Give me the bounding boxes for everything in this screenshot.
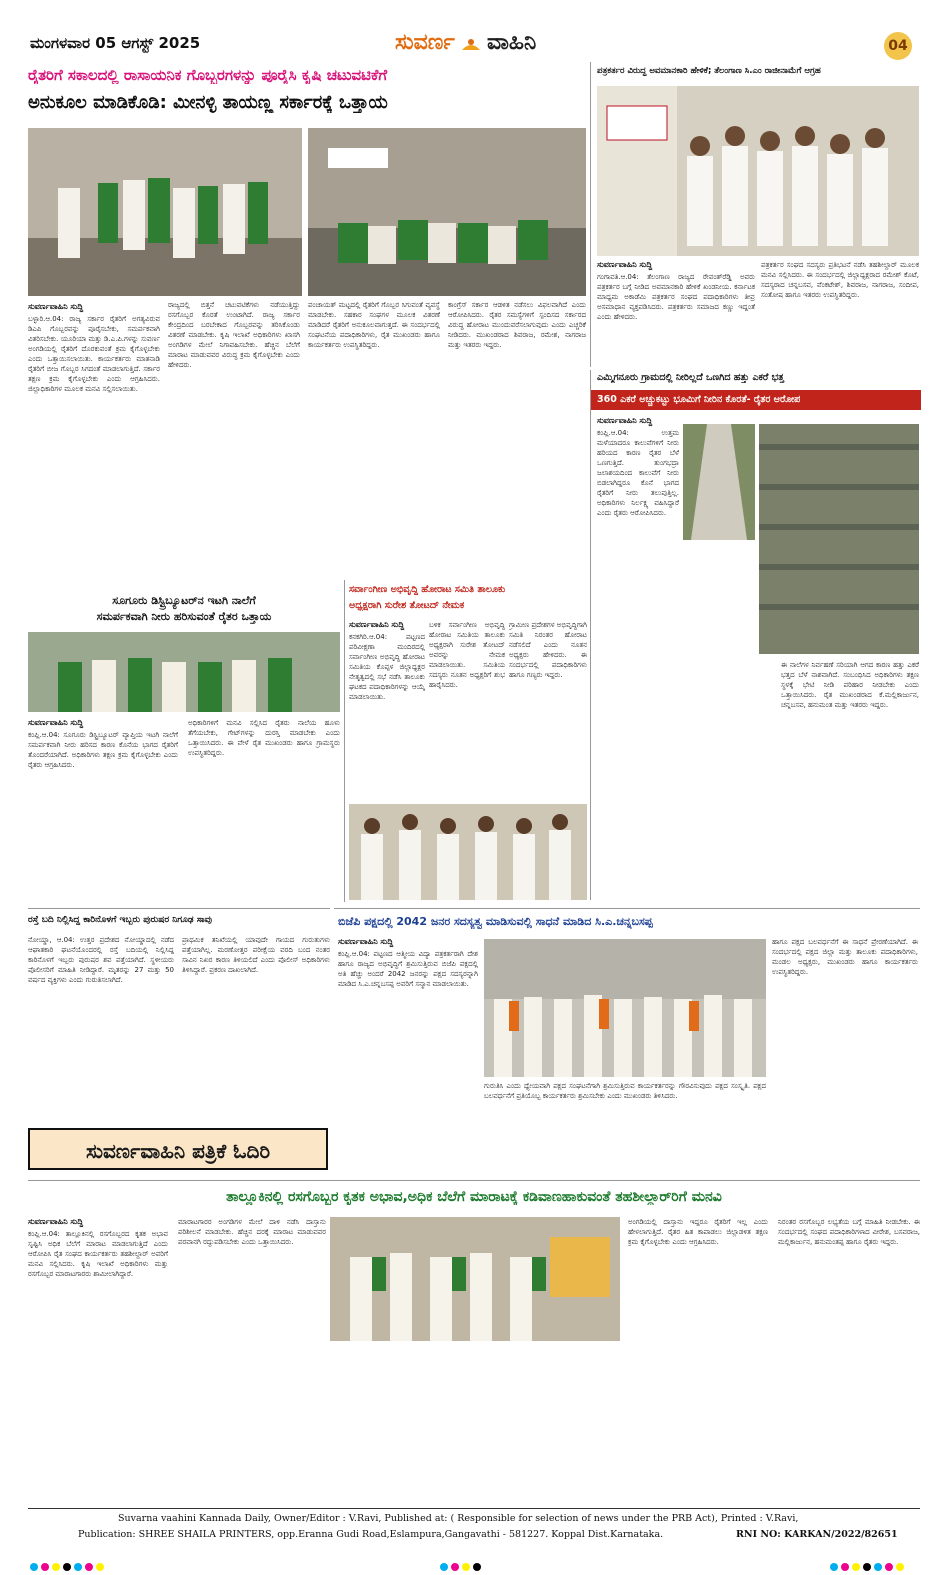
dateline: ಸುವರ್ಣವಾಹಿನಿ ಸುದ್ದಿ (338, 937, 394, 946)
canal-photo (683, 424, 755, 540)
dateline: ಸುವರ್ಣವಾಹಿನಿ ಸುದ್ದಿ (28, 718, 84, 727)
article-dry-paddy (590, 370, 920, 900)
headline: ಪತ್ರಕರ್ತರ ವಿರುದ್ಧ ಅವಮಾನಕಾರಿ ಹೇಳಿಕೆ; ತೆಲಂಗಾಣ ಸಿ.ಎಂ ರಾಜೀನಾಮೆಗೆ ಆಗ್ರಹ (597, 66, 821, 76)
article7-col1: ಕಂಪ್ಲಿ.ಆ.04: ಪಟ್ಟಣದ ಆತ್ಮೀಯ ವಿದ್ಯಾ ಪತ್ರಕರ್ತರಾಗಿ ದೇಶ ಹಾಗೂ ರಾಜ್ಯದ ಅಭಿವೃದ್ಧಿಗೆ ಶ್ರಮಿಸುತ್ತಿರುವ ಬಿಜೆಪಿ ಪಕ್ಷದಲ್ಲಿ ಅತಿ ಹೆಚ್ಚು ಅಂದರೆ 2042 ಜನರನ್ನು ಪಕ್ಷದ ಸದಸ್ಯರನ್ನಾಗಿ ಮಾಡಿದ ಸಿ.ಎ.ಚನ್ನಬಸಪ್ಪ ಅವರಿಗೆ ಸನ್ಮಾನ ಮಾಡಲಾಯಿತು. (338, 950, 478, 988)
farmers-photo (28, 632, 340, 712)
article-fertilizer-shortage-memo (28, 1180, 920, 1480)
article8-col1: ಕಂಪ್ಲಿ.ಆ.04: ತಾಲ್ಲೂಕಿನಲ್ಲಿ ರಸಗೊಬ್ಬರದ ಕೃತಕ ಅಭಾವ ಸೃಷ್ಟಿಸಿ ಅಧಿಕ ಬೆಲೆಗೆ ಮಾರಾಟ ಮಾಡಲಾಗುತ್ತಿದೆ ಎಂದು ಆರೋಪಿಸಿ ರೈತ ಸಂಘದ ಕಾರ್ಯಕರ್ತರು ತಹಶೀಲ್ದಾರ್ ಅವರಿಗೆ ಮನವಿ ಸಲ್ಲಿಸಿದರು. ಕೃಷಿ ಇಲಾಖೆ ಅಧಿಕಾರಿಗಳು ಮತ್ತು ರಸಗೊಬ್ಬರ ಮಾರಾಟಗಾರರು ಶಾಮೀಲಾಗಿದ್ದಾರೆ. (28, 1230, 168, 1278)
headline-line2: ಸಮರ್ಪಕವಾಗಿ ನೀರು ಹರಿಸುವಂತೆ ರೈತರ ಒತ್ತಾಯ (96, 610, 272, 623)
headline-line1: ಸೂಗೂರು ಡಿಸ್ಟ್ರಿಬ್ಯೂಟರ್‌ನ ಇಟಗಿ ನಾಲೆಗೆ (112, 594, 256, 607)
committee-photo (349, 804, 587, 900)
article3-col2: ಈ ನಾಲೆಗಳ ನಿರ್ವಹಣೆ ಸರಿಯಾಗಿ ಆಗದ ಕಾರಣ ಹತ್ತು ಎಕರೆ ಭತ್ತದ ಬೆಳೆ ನಾಶವಾಗಿದೆ. ಸಂಬಂಧಿಸಿದ ಅಧಿಕಾರಿಗಳು ತಕ್ಷಣ ಸ್ಥಳಕ್ಕೆ ಭೇಟಿ ನೀಡಿ ಪರಿಹಾರ ನೀಡಬೇಕು ಎಂದು ಒತ್ತಾಯಿಸಿದರು. ರೈತ ಮುಖಂಡರಾದ ಕೆ.ಮಲ್ಲಿಕಾರ್ಜುನ, ಚನ್ನಬಸವ, ಹನುಮಂತ ಮತ್ತು ಇತರರು ಇದ್ದರು. (781, 661, 919, 709)
article1-col1: ಬಳ್ಳಾರಿ.ಆ.04: ರಾಜ್ಯ ಸರ್ಕಾರ ರೈತರಿಗೆ ಅಗತ್ಯವಿರುವ ಡಿಎಪಿ ಗೊಬ್ಬರವನ್ನು ಪೂರೈಸಬೇಕು, ಸಮರ್ಪಕವಾಗಿ ವಿತರಿಸಬೇಕು. ಯೂರಿಯಾ ಮತ್ತು ಡಿ.ಎ.ಪಿ.ಗಳನ್ನು ಸುವರ್ಣ ಅಂಗಡಿಯಲ್ಲಿ ರೈತರಿಗೆ ದೊರಕುವಂತೆ ಕ್ರಮ ಕೈಗೊಳ್ಳಬೇಕು ಎಂದು ಒತ್ತಾಯಿಸಲಾಯಿತು. ಕಾರ್ಯಕರ್ತರು ಮಾತನಾಡಿ ರೈತರಿಗೆ ಬೀಜ ಗೊಬ್ಬರ ಸಿಗದಂತೆ ಮಾಡಲಾಗುತ್ತಿದೆ. ಸರ್ಕಾರ ತಕ್ಷಣ ಕ್ರಮ ಕೈಗೊಳ್ಳಬೇಕು ಎಂದು ಆಗ್ರಹಿಸಿದರು. ಜಿಲ್ಲಾಧಿಕಾರಿಗಳ ಮೂಲಕ ಮನವಿ ಸಲ್ಲಿಸಲಾಯಿತು. (28, 315, 160, 393)
issue-date: ಮಂಗಳವಾರ 05 ಆಗಸ್ಟ್ 2025 (30, 34, 201, 52)
dateline: ಸುವರ್ಣವಾಹಿನಿ ಸುದ್ದಿ (349, 620, 405, 629)
protest-photo-right (308, 128, 586, 296)
article-bjp-membership (334, 908, 920, 1174)
promo-text: ಸುವರ್ಣವಾಹಿನಿ ಪತ್ರಿಕೆ ಓದಿರಿ (85, 1139, 271, 1163)
article7-col3: ಹಾಗೂ ಪಕ್ಷದ ಬಲವರ್ಧನೆಗೆ ಈ ಸಾಧನೆ ಪ್ರೇರಣೆಯಾಗಿದೆ. ಈ ಸಂದರ್ಭದಲ್ಲಿ ಪಕ್ಷದ ಜಿಲ್ಲಾ ಮತ್ತು ತಾಲೂಕು ಪದಾಧಿಕಾರಿಗಳು, ಮಂಡಲ ಅಧ್ಯಕ್ಷರು, ಮುಖಂಡರು ಹಾಗೂ ಕಾರ್ಯಕರ್ತರು ಉಪಸ್ಥಿತರಿದ್ದರು. (772, 938, 918, 976)
article8-col2: ಮಾರಾಟಗಾರರ ಅಂಗಡಿಗಳ ಮೇಲೆ ದಾಳಿ ನಡೆಸಿ ದಾಸ್ತಾನು ಪರಿಶೀಲನೆ ಮಾಡಬೇಕು. ಹೆಚ್ಚಿನ ದರಕ್ಕೆ ಮಾರಾಟ ಮಾಡುವವರ ಪರವಾನಗಿ ರದ್ದುಪಡಿಸಬೇಕು ಎಂದು ಒತ್ತಾಯಿಸಿದರು. (178, 1218, 326, 1246)
bjp-group-photo (484, 939, 766, 1077)
brand-right: ವಾಹಿನಿ (486, 30, 537, 55)
headline-line1: ಎಮ್ಮಿಗನೂರು ಗ್ರಾಮದಲ್ಲಿ ನೀರಿಲ್ಲದೆ ಒಣಗಿದ ಹತ್ತು ಎಕರೆ ಭತ್ತ (597, 372, 784, 383)
dateline: ಸುವರ್ಣವಾಹಿನಿ ಸುದ್ದಿ (597, 260, 653, 269)
masthead (0, 0, 945, 62)
article1-col4: ಕಾಂಗ್ರೆಸ್ ಸರ್ಕಾರ ಆಡಳಿತ ನಡೆಸಲು ವಿಫಲವಾಗಿದೆ ಎಂದು ಆರೋಪಿಸಿದರು. ರೈತರ ಸಮಸ್ಯೆಗಳಿಗೆ ಸ್ಪಂದಿಸದ ಸರ್ಕಾರದ ವಿರುದ್ಧ ಹೋರಾಟ ಮುಂದುವರೆಸಲಾಗುವುದು ಎಂದು ಎಚ್ಚರಿಕೆ ನೀಡಿದರು. ಮುಖಂಡರಾದ ಶಿವರಾಜ, ರಮೇಶ, ನಾಗರಾಜ ಮತ್ತು ಇತರರು ಇದ್ದರು. (448, 301, 586, 349)
dateline: ಸುವರ್ಣವಾಹಿನಿ ಸುದ್ದಿ (28, 1217, 84, 1226)
article-development-committee (344, 580, 588, 902)
headline-line2: ಅಧ್ಯಕ್ಷರಾಗಿ ಸುರೇಶ ತೋಟದ್ ನೇಮಕ (349, 600, 465, 611)
headline: ತಾಲ್ಲೂಕಿನಲ್ಲಿ ರಸಗೊಬ್ಬರ ಕೃತಕ ಅಭಾವ,ಅಧಿಕ ಬೆಲೆಗೆ ಮಾರಾಟಕ್ಕೆ ಕಡಿವಾಣಹಾಕುವಂತೆ ತಹಶೀಲ್ದಾರ್‌ರಿಗೆ ಮನವಿ (226, 1189, 722, 1205)
imprint-line2: Publication: SHREE SHAILA PRINTERS, opp.Eranna Gudi Road,Eslampura,Gangavathi - 581227. Koppal Dist.Karnataka. (78, 1529, 664, 1540)
headline-line2: 360 ಎಕರೆ ಅಚ್ಚುಕಟ್ಟು ಭೂಮಿಗೆ ನೀರಿನ ಕೊರತೆ- ರೈತರ ಆರೋಪ (591, 390, 921, 410)
registration-marks-center (440, 1556, 484, 1575)
headline-line1: ಸರ್ವಾಂಗೀಣ ಅಭಿವೃದ್ಧಿ ಹೋರಾಟ ಸಮಿತಿ ತಾಲೂಕು (349, 584, 506, 595)
article5-col2: ಬಳಿಕ ಸರ್ವಾಂಗೀಣ ಅಭಿವೃದ್ಧಿ ಹೋರಾಟ ಸಮಿತಿಯ ತಾಲೂಕು ಅಧ್ಯಕ್ಷರಾಗಿ ಸುರೇಶ ತೋಟದ್ ಅವರನ್ನು ನೇಮಕ ಮಾಡಲಾಯಿತು. ಸಮಿತಿಯ ಸದಸ್ಯರು ನೂತನ ಅಧ್ಯಕ್ಷರಿಗೆ ಶುಭ ಹಾರೈಸಿದರು. (429, 621, 505, 689)
imprint-line1: Suvarna vaahini Kannada Daily, Owner/Editor : V.Ravi, Published at: ( Responsible for selection of news under the PRB Act), Printed : V.Ravi, (118, 1513, 799, 1524)
protest-photo-left (28, 128, 302, 296)
article5-col3: ಗ್ರಾಮೀಣ ಪ್ರದೇಶಗಳ ಅಭಿವೃದ್ಧಿಗಾಗಿ ಸಮಿತಿ ನಿರಂತರ ಹೋರಾಟ ನಡೆಸಲಿದೆ ಎಂದು ನೂತನ ಅಧ್ಯಕ್ಷರು ಹೇಳಿದರು. ಈ ಸಂದರ್ಭದಲ್ಲಿ ಪದಾಧಿಕಾರಿಗಳು ಹಾಗೂ ಗಣ್ಯರು ಇದ್ದರು. (509, 621, 587, 679)
article-fertilizer-supply (28, 62, 586, 412)
article6-col2: ಪ್ರಾಥಮಿಕ ತನಿಖೆಯಲ್ಲಿ ಯಾವುದೇ ಗಾಯದ ಗುರುತುಗಳು ಪತ್ತೆಯಾಗಿಲ್ಲ. ಮರಣೋತ್ತರ ಪರೀಕ್ಷೆಯ ವರದಿ ಬಂದ ನಂತರ ಸಾವಿನ ನಿಖರ ಕಾರಣ ತಿಳಿಯಲಿದೆ ಎಂದು ಪೊಲೀಸ್ ಅಧಿಕಾರಿಗಳು ತಿಳಿಸಿದ್ದಾರೆ. ಪ್ರಕರಣ ದಾಖಲಾಗಿದೆ. (182, 936, 330, 974)
article1-col2: ರಾಜ್ಯದಲ್ಲಿ ಬಿತ್ತನೆ ಚಟುವಟಿಕೆಗಳು ನಡೆಯುತ್ತಿದ್ದು ರಸಗೊಬ್ಬರ ಕೊರತೆ ಉಂಟಾಗಿದೆ. ರಾಜ್ಯ ಸರ್ಕಾರ ಕೇಂದ್ರದಿಂದ ಬರಬೇಕಾದ ಗೊಬ್ಬರವನ್ನು ತರಿಸಿಕೊಂಡು ವಿತರಣೆ ಮಾಡಬೇಕು. ಕೃಷಿ ಇಲಾಖೆ ಅಧಿಕಾರಿಗಳು ಖಾಸಗಿ ಅಂಗಡಿಗಳ ಮೇಲೆ ನಿಗಾವಹಿಸಬೇಕು. ಹೆಚ್ಚಿನ ಬೆಲೆಗೆ ಮಾರಾಟ ಮಾಡುವವರ ವಿರುದ್ಧ ಕ್ರಮ ಕೈಗೊಳ್ಳಬೇಕು ಎಂದು ಹೇಳಿದರು. (168, 301, 300, 369)
article1-col3: ಪಂಚಾಯತ್ ಮಟ್ಟದಲ್ಲಿ ರೈತರಿಗೆ ಗೊಬ್ಬರ ಸಿಗುವಂತೆ ವ್ಯವಸ್ಥೆ ಮಾಡಬೇಕು. ಸಹಕಾರ ಸಂಘಗಳ ಮೂಲಕ ವಿತರಣೆ ಮಾಡಿದರೆ ರೈತರಿಗೆ ಅನುಕೂಲವಾಗುತ್ತದೆ. ಈ ಸಂದರ್ಭದಲ್ಲಿ ಸಂಘಟನೆಯ ಪದಾಧಿಕಾರಿಗಳು, ರೈತ ಮುಖಂಡರು ಹಾಗೂ ಕಾರ್ಯಕರ್ತರು ಉಪಸ್ಥಿತರಿದ್ದರು. (308, 301, 440, 349)
headline: ರಸ್ತೆ ಬದಿ ನಿಲ್ಲಿಸಿದ್ದ ಕಾರಿನೊಳಗೆ ಇಬ್ಬರು ಪುರುಷರ ನಿಗೂಢ ಸಾವು (28, 915, 212, 925)
article4-col2: ಅಧಿಕಾರಿಗಳಿಗೆ ಮನವಿ ಸಲ್ಲಿಸಿದ ರೈತರು ನಾಲೆಯ ಹೂಳು ತೆಗೆಯಬೇಕು, ಗೇಟ್‌ಗಳನ್ನು ದುರಸ್ತಿ ಮಾಡಬೇಕು ಎಂದು ಒತ್ತಾಯಿಸಿದರು. ಈ ವೇಳೆ ರೈತ ಮುಖಂಡರು ಹಾಗೂ ಗ್ರಾಮಸ್ಥರು ಉಪಸ್ಥಿತರಿದ್ದರು. (188, 719, 340, 757)
registration-marks-left (30, 1556, 107, 1575)
article2-col2: ಪತ್ರಕರ್ತರ ಸಂಘದ ಸದಸ್ಯರು ಪ್ರತಿಭಟನೆ ನಡೆಸಿ ತಹಶೀಲ್ದಾರ್ ಮೂಲಕ ಮನವಿ ಸಲ್ಲಿಸಿದರು. ಈ ಸಂದರ್ಭದಲ್ಲಿ ಜಿಲ್ಲಾಧ್ಯಕ್ಷರಾದ ರಮೇಶ್ ಕೊಟೆ, ಸದಸ್ಯರಾದ ಚನ್ನಬಸವ, ವೆಂಕಟೇಶ್, ಶಿವರಾಜ, ನಾಗರಾಜ, ಸಂದೀಪ, ಸಂತೋಷ ಹಾಗೂ ಇತರರು ಉಪಸ್ಥಿತರಿದ್ದರು. (761, 261, 919, 299)
headline: ಬಿಜೆಪಿ ಪಕ್ಷದಲ್ಲಿ 2042 ಜನರ ಸದಸ್ಯತ್ವ ಮಾಡಿಸುವಲ್ಲಿ ಸಾಧನೆ ಮಾಡಿದ ಸಿ.ಎ.ಚನ್ನಬಸಪ್ಪ (338, 915, 653, 928)
imprint-footer (28, 1508, 920, 1548)
dateline: ಸುವರ್ಣವಾಹಿನಿ ಸುದ್ದಿ (28, 302, 84, 311)
article5-col1: ಕನಕಗಿರಿ.ಆ.04: ಪಟ್ಟಣದ ಪರಿವೀಕ್ಷಣಾ ಮಂದಿರದಲ್ಲಿ ಸರ್ವಾಂಗೀಣ ಅಭಿವೃದ್ಧಿ ಹೋರಾಟ ಸಮಿತಿಯ ಕೊಪ್ಪಳ ಜಿಲ್ಲಾಧ್ಯಕ್ಷರ ನೇತೃತ್ವದಲ್ಲಿ ಸಭೆ ನಡೆಸಿ ತಾಲೂಕು ಘಟಕದ ಪದಾಧಿಕಾರಿಗಳನ್ನು ಆಯ್ಕೆ ಮಾಡಲಾಯಿತು. (349, 633, 425, 701)
headline-line2: ಅನುಕೂಲ ಮಾಡಿಕೊಡಿ: ಮೀನಳ್ಳಿ ತಾಯಣ್ಣ ಸರ್ಕಾರಕ್ಕೆ ಒತ್ತಾಯ (28, 92, 388, 113)
article7-col2: ಗುರುತಿಸಿ ಎಂದು ಧ್ಯೇಯವಾಗಿ ಪಕ್ಷದ ಸಂಘಟನೆಗಾಗಿ ಶ್ರಮಿಸುತ್ತಿರುವ ಕಾರ್ಯಕರ್ತರನ್ನು ಗೌರವಿಸುವುದು ಪಕ್ಷದ ಸಂಸ್ಕೃತಿ. ಪಕ್ಷದ ಬಲವರ್ಧನೆಗೆ ಪ್ರತಿಯೊಬ್ಬ ಕಾರ್ಯಕರ್ತರು ಶ್ರಮಿಸಬೇಕು ಎಂದು ಮುಖಂಡರು ತಿಳಿಸಿದರು. (484, 1082, 766, 1100)
article8-col4: ನಿರಂತರ ರಸಗೊಬ್ಬರ ಲಭ್ಯತೆಯ ಬಗ್ಗೆ ಮಾಹಿತಿ ನೀಡಬೇಕು. ಈ ಸಂದರ್ಭದಲ್ಲಿ ಸಂಘದ ಪದಾಧಿಕಾರಿಗಳಾದ ವೀರೇಶ, ಬಸವರಾಜ, ಮಲ್ಲಿಕಾರ್ಜುನ, ಹನುಮಂತಪ್ಪ ಹಾಗೂ ರೈತರು ಇದ್ದರು. (778, 1218, 920, 1246)
registration-marks-right (830, 1556, 907, 1575)
page-number-badge: 04 (884, 32, 912, 60)
headline-line1: ರೈತರಿಗೆ ಸಕಾಲದಲ್ಲಿ ರಾಸಾಯನಿಕ ಗೊಬ್ಬರಗಳನ್ನು ಪೂರೈಸಿ ಕೃಷಿ ಚಟುವಟಿಕೆಗೆ (28, 66, 388, 84)
article2-col1: ಗಂಗಾವತಿ.ಆ.04: ತೆಲಂಗಾಣ ರಾಜ್ಯದ ರೇವಂತ್‌ರೆಡ್ಡಿ ಅವರು ಪತ್ರಕರ್ತರ ಬಗ್ಗೆ ನೀಡಿದ ಅವಮಾನಕಾರಿ ಹೇಳಿಕೆ ಖಂಡನೀಯ. ಕರ್ನಾಟಕ ಮಾಧ್ಯಮ ಅಕಾಡೆಮಿ ಪತ್ರಕರ್ತರ ಸಂಘದ ಪದಾಧಿಕಾರಿಗಳು ತೀವ್ರ ಅಸಮಾಧಾನ ವ್ಯಕ್ತಪಡಿಸಿದರು. ಪತ್ರಕರ್ತರು ಸಮಾಜದ ಕಣ್ಣು ಇದ್ದಂತೆ ಎಂದು ಹೇಳಿದರು. (597, 273, 755, 321)
journalists-photo (597, 86, 919, 256)
article3-col1: ಕಂಪ್ಲಿ.ಆ.04: ಉತ್ತಮ ಮಳೆಯಾದರೂ ಕಾಲುವೆಗಳಿಗೆ ನೀರು ಹರಿಯದ ಕಾರಣ ರೈತರ ಬೆಳೆ ಒಣಗುತ್ತಿದೆ. ತುಂಗಭದ್ರಾ ಜಲಾಶಯದಿಂದ ಕಾಲುವೆಗೆ ನೀರು ಬಿಡಲಾಗಿದ್ದರೂ ಕೊನೆ ಭಾಗದ ರೈತರಿಗೆ ನೀರು ತಲುಪುತ್ತಿಲ್ಲ. ಅಧಿಕಾರಿಗಳು ನಿರ್ಲಕ್ಷ್ಯ ವಹಿಸಿದ್ದಾರೆ ಎಂದು ರೈತರು ಆರೋಪಿಸಿದರು. (597, 429, 679, 517)
article4-col1: ಕಂಪ್ಲಿ.ಆ.04: ಸೂಗೂರು ಡಿಸ್ಟ್ರಿಬ್ಯೂಟರ್ ವ್ಯಾಪ್ತಿಯ ಇಟಗಿ ನಾಲೆಗೆ ಸಮರ್ಪಕವಾಗಿ ನೀರು ಹರಿಸದ ಕಾರಣ ಕೊನೆಯ ಭಾಗದ ರೈತರಿಗೆ ತೊಂದರೆಯಾಗಿದೆ. ಅಧಿಕಾರಿಗಳು ತಕ್ಷಣ ಕ್ರಮ ಕೈಗೊಳ್ಳಬೇಕು ಎಂದು ರೈತರು ಆಗ್ರಹಿಸಿದರು. (28, 731, 178, 769)
article8-col3: ಅಂಗಡಿಯಲ್ಲಿ ದಾಸ್ತಾನು ಇದ್ದರೂ ರೈತರಿಗೆ ಇಲ್ಲ ಎಂದು ಹೇಳಲಾಗುತ್ತಿದೆ. ರೈತರ ಹಿತ ಕಾಪಾಡಲು ಜಿಲ್ಲಾಡಳಿತ ತಕ್ಷಣ ಕ್ರಮ ಕೈಗೊಳ್ಳಬೇಕು ಎಂದು ಆಗ್ರಹಿಸಿದರು. (628, 1218, 768, 1246)
memo-submission-photo (330, 1217, 620, 1341)
brand-left: ಸುವರ್ಣ (395, 30, 455, 55)
rni-number: RNI NO: KARKAN/2022/82651 (736, 1529, 898, 1540)
dateline: ಸುವರ್ಣವಾಹಿನಿ ಸುದ್ದಿ (597, 416, 653, 425)
brand-logo (395, 30, 575, 58)
article-mysterious-death (28, 908, 330, 1124)
article-journalists-protest (590, 62, 920, 367)
lamp-icon (460, 36, 482, 54)
article6-col1: ನೋಯ್ಡಾ, ಆ.04: ಉತ್ತರ ಪ್ರದೇಶದ ನೋಯ್ಡಾದಲ್ಲಿ ನಡೆದ ಆಘಾತಕಾರಿ ಘಟನೆಯೊಂದರಲ್ಲಿ ರಸ್ತೆ ಬದಿಯಲ್ಲಿ ನಿಲ್ಲಿಸಿದ್ದ ಕಾರಿನೊಳಗೆ ಇಬ್ಬರು ಪುರುಷರ ಶವ ಪತ್ತೆಯಾಗಿದೆ. ಸ್ಥಳೀಯರು ಪೊಲೀಸರಿಗೆ ಮಾಹಿತಿ ನೀಡಿದ್ದಾರೆ. ಮೃತರನ್ನು 27 ಮತ್ತು 50 ವರ್ಷದ ವ್ಯಕ್ತಿಗಳು ಎಂದು ಗುರುತಿಸಲಾಗಿದೆ. (28, 936, 174, 984)
article-canal-water (28, 590, 340, 902)
dry-field-photo (759, 424, 919, 654)
read-suvarnavahini-promo (28, 1128, 328, 1170)
